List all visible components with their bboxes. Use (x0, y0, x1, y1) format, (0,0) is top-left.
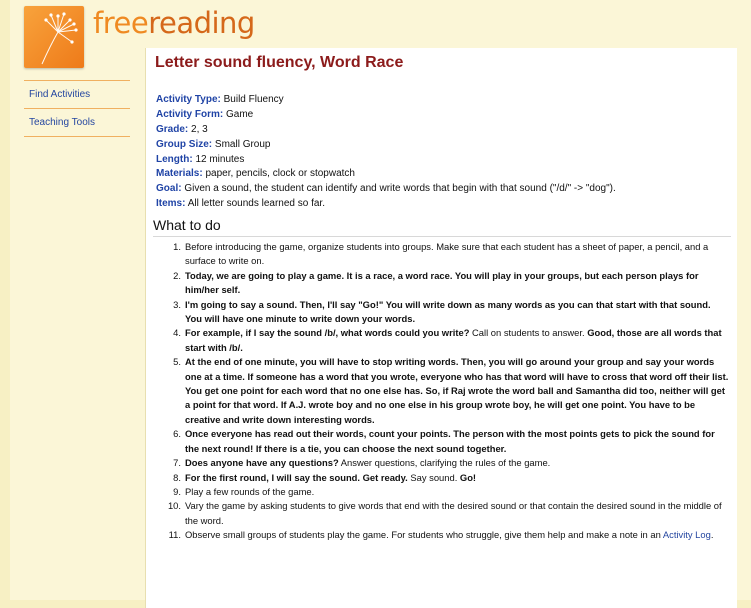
step-line (185, 254, 733, 268)
meta-row (156, 93, 616, 108)
brand-wordmark[interactable] (93, 6, 255, 40)
step-text: For the first round, I will say the sound. Get ready. (185, 471, 408, 483)
meta-value: 2, 3 (191, 123, 208, 135)
brand-reading: reading (148, 6, 255, 40)
step-text: You will have one minute to write down your words. (185, 313, 416, 325)
meta-value: paper, pencils, clock or stopwatch (205, 168, 355, 180)
meta-label: Group Size: (156, 138, 213, 150)
step-text: Observe small groups of students play the game. For students who struggle, give them help and make a note in an (185, 529, 663, 541)
step-text: the word. (185, 514, 224, 526)
step-text: Vary the game by asking students to give words that end with the desired sound or that contain the desired sound in the middle of (185, 500, 722, 512)
step-line (185, 442, 733, 456)
meta-value: Small Group (214, 138, 271, 150)
meta-row (156, 197, 616, 212)
step-text: Play a few rounds of the game. (185, 485, 315, 497)
step-line (185, 384, 733, 398)
step-text: I'm going to say a sound. Then, I'll say "Go!" You will write down as many words as you can that start with that sound. (185, 298, 711, 310)
step-line (185, 269, 733, 283)
step-line (185, 298, 733, 312)
step-line (185, 499, 733, 513)
step-number: 10. (167, 500, 181, 512)
step-text: one at a time. If someone has a word that you wrote, everyone who has that word will have to cross that word off their list. (185, 370, 729, 382)
step-text: Does anyone have any questions? (185, 457, 339, 469)
steps-list (167, 240, 733, 543)
step-line (185, 413, 733, 427)
step-item (173, 427, 733, 456)
activity-log-link[interactable]: Activity Log (662, 529, 711, 541)
step-number: 2. (173, 269, 181, 281)
meta-label: Grade: (156, 123, 189, 135)
step-text: Once everyone has read out their words, count your points. The person with the most points gets to pick the sound for (185, 428, 715, 440)
step-text: At the end of one minute, you will have to stop writing words. Then, you will go around your group and say your words (185, 356, 715, 368)
step-line (185, 355, 733, 369)
meta-row (156, 167, 616, 182)
sidebar-item-find-activities[interactable]: Find Activities (24, 80, 130, 108)
step-number: 6. (173, 428, 181, 440)
step-number: 1. (173, 241, 181, 252)
step-line (185, 427, 733, 441)
step-item (173, 485, 733, 499)
step-text: a point for that word. If A.J. wrote boy and no one else in his group wrote boy, he will get one point. You have to be (185, 399, 696, 411)
meta-row (156, 108, 616, 123)
step-text: start with /b/. (185, 341, 243, 353)
step-line (185, 312, 733, 326)
step-text: Today, we are going to play a game. It is a race, a word race. You will play in your groups, but each person plays for (185, 269, 699, 281)
page-title: Letter sound fluency, Word Race (155, 54, 404, 71)
meta-label: Activity Form: (156, 108, 224, 120)
step-text: him/her self. (185, 284, 241, 296)
step-item (173, 355, 733, 427)
sidebar (24, 80, 130, 137)
step-text: Go! (459, 471, 477, 483)
activity-metadata (156, 93, 616, 212)
step-item (173, 269, 733, 298)
step-number: 3. (173, 298, 181, 310)
step-text: Answer questions, clarifying the rules of the game. (338, 457, 551, 469)
step-line (185, 528, 733, 542)
meta-label: Goal: (156, 183, 182, 195)
step-text: Before introducing the game, organize students into groups. Make sure that each student has a sheet of paper, a pencil, and a (185, 241, 709, 252)
meta-row (156, 153, 616, 168)
meta-label: Items: (156, 198, 186, 210)
step-line (185, 485, 733, 499)
step-text: the next round! If there is a tie, you can choose the next sound together. (185, 442, 507, 454)
step-item (173, 471, 733, 485)
step-line (185, 283, 733, 297)
step-text: Call on students to answer. (469, 327, 588, 339)
step-number: 5. (173, 356, 181, 368)
dandelion-logo-icon[interactable] (24, 6, 84, 68)
step-number: 8. (173, 471, 181, 483)
main-content (145, 48, 737, 608)
step-line (185, 471, 733, 485)
step-text: For example, if I say the sound /b/, what words could you write? (185, 327, 470, 339)
step-line (185, 514, 733, 528)
step-item (173, 298, 733, 327)
step-text: You get one point for each word that no one else has. So, if Raj wrote the word ball and Samantha did too, neither will get (185, 385, 725, 397)
meta-row (156, 138, 616, 153)
step-item (168, 528, 733, 542)
meta-label: Materials: (156, 168, 203, 180)
meta-value: 12 minutes (195, 153, 245, 165)
section-heading: What to do (153, 217, 731, 237)
meta-row (156, 182, 616, 197)
step-line (185, 240, 733, 254)
sidebar-item-teaching-tools[interactable]: Teaching Tools (24, 108, 130, 137)
step-text: Say sound. (407, 471, 460, 483)
step-item (173, 240, 733, 269)
step-line (185, 456, 733, 470)
step-number: 4. (173, 327, 181, 339)
step-item (167, 499, 733, 528)
step-item (173, 456, 733, 470)
meta-label: Length: (156, 153, 193, 165)
step-text: surface to write on. (185, 255, 265, 267)
step-number: 9. (173, 485, 181, 497)
meta-value: All letter sounds learned so far. (187, 198, 325, 210)
step-text: Good, those are all words that (587, 327, 722, 339)
meta-value: Given a sound, the student can identify and write words that begin with that sound ("/d/" -> "dog"). (184, 183, 616, 195)
step-number: 7. (173, 457, 181, 469)
step-text: . (710, 529, 714, 541)
meta-row (156, 123, 616, 138)
step-line (185, 398, 733, 412)
meta-value: Build Fluency (223, 94, 284, 105)
step-line (185, 341, 733, 355)
step-item (173, 326, 733, 355)
step-line (185, 370, 733, 384)
step-line (185, 326, 733, 340)
meta-value: Game (226, 108, 254, 120)
meta-label: Activity Type: (156, 94, 221, 105)
step-number: 11. (168, 529, 181, 541)
step-text: creative and write down interesting words. (185, 413, 375, 425)
brand-free: free (93, 6, 149, 40)
